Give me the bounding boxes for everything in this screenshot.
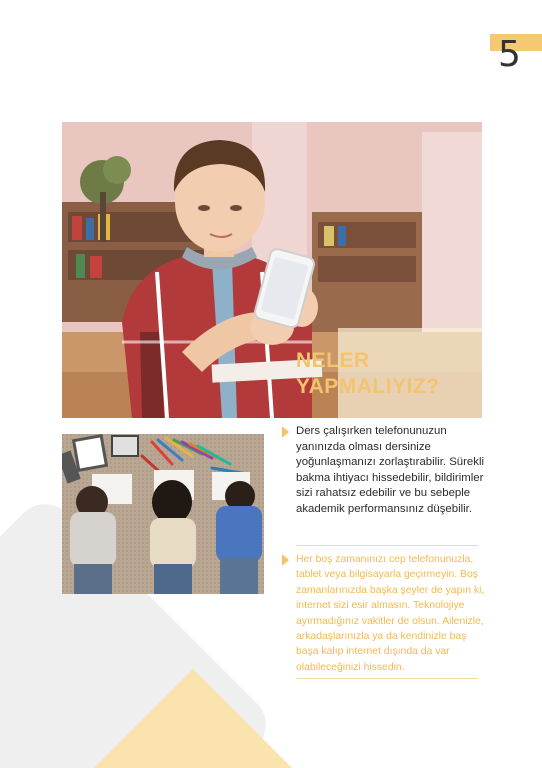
advice-block-1 <box>282 424 487 517</box>
arrow-bullet-icon <box>282 426 289 438</box>
arrow-bullet-icon <box>282 554 289 566</box>
kids-drawing-photo <box>62 434 264 594</box>
advice-text-2: Her boş zamanınızı cep telefonunuzla, tablet veya bilgisayarla geçirmeyin. Boş zamanlarınızda başka şeyler de yapın ki, internet sizi esir almasın. Teknolojiye ayırmadığınız vakitler de olsun. Ailenizle, arkadaşlarınızla ya da kendinizle baş başa kalıp internet dışında da var olabileceğinizi hissedin. <box>296 554 485 673</box>
heading-line-1: NELER <box>296 349 370 372</box>
page-number-badge <box>490 34 542 76</box>
heading-line-2: YAPMALIYIZ? <box>296 375 440 398</box>
advice-block-2 <box>282 552 487 675</box>
divider-line <box>296 545 478 546</box>
divider-line <box>296 678 478 679</box>
page-number: 5 <box>498 34 521 75</box>
advice-text-1: Ders çalışırken telefonunuzun yanınızda olması dersinize yoğunlaşmanızı zorlaştırabilir. Sürekli bakma ihtiyacı hissedebilir, bildirimler sizi rahatsız edebilir ve bu sebeple akademik performansınız düşebilir. <box>296 425 485 515</box>
section-heading <box>296 348 476 400</box>
kids-drawing-illustration <box>62 434 264 594</box>
